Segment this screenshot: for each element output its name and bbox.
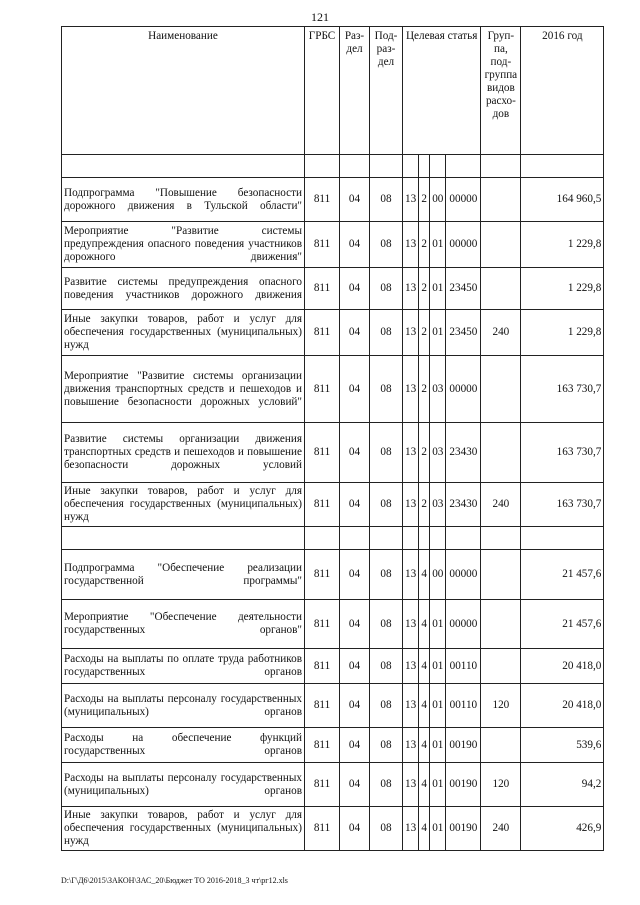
- budget-table: [61, 26, 604, 851]
- table-row: [62, 310, 604, 356]
- row-target-program: 13: [403, 807, 419, 851]
- row-target-direction: 23430: [446, 423, 481, 483]
- row-expense-type: [481, 222, 521, 268]
- row-target-subprogram: 4: [419, 807, 430, 851]
- row-razdel: 04: [340, 483, 370, 527]
- row-podrazdel: 08: [370, 550, 403, 600]
- row-amount-2016: 1 229,8: [521, 222, 604, 268]
- col-header-razdel: Раз-дел: [340, 27, 370, 155]
- row-amount-2016: 1 229,8: [521, 268, 604, 310]
- row-target-program: 13: [403, 268, 419, 310]
- row-target-subprogram: 4: [419, 763, 430, 807]
- row-podrazdel: 08: [370, 728, 403, 763]
- row-razdel: 04: [340, 763, 370, 807]
- row-amount-2016: 539,6: [521, 728, 604, 763]
- row-target-program: 13: [403, 423, 419, 483]
- row-grbs: 811: [305, 423, 340, 483]
- row-target-direction: 00190: [446, 763, 481, 807]
- row-target-program: 13: [403, 600, 419, 649]
- row-target-subprogram: 2: [419, 310, 430, 356]
- spacer-cell: [419, 527, 430, 550]
- spacer-row: [62, 527, 604, 550]
- spacer-cell: [430, 527, 446, 550]
- row-grbs: 811: [305, 483, 340, 527]
- spacer-cell: [521, 527, 604, 550]
- row-expense-type: 240: [481, 807, 521, 851]
- row-grbs: 811: [305, 649, 340, 684]
- row-amount-2016: 94,2: [521, 763, 604, 807]
- row-razdel: 04: [340, 550, 370, 600]
- row-expense-type: [481, 356, 521, 423]
- row-target-program: 13: [403, 310, 419, 356]
- spacer-cell: [305, 155, 340, 178]
- row-expense-type: 120: [481, 684, 521, 728]
- spacer-cell: [446, 527, 481, 550]
- row-razdel: 04: [340, 356, 370, 423]
- row-name: Расходы на обеспечение функций государственных органов: [62, 728, 305, 763]
- col-header-group: Груп-па, под-группа видов расхо-дов: [481, 27, 521, 155]
- row-podrazdel: 08: [370, 356, 403, 423]
- table-row: [62, 763, 604, 807]
- row-expense-type: [481, 178, 521, 222]
- row-target-event: 01: [430, 649, 446, 684]
- row-expense-type: [481, 268, 521, 310]
- row-target-direction: 00000: [446, 600, 481, 649]
- table-row: [62, 649, 604, 684]
- spacer-cell: [370, 155, 403, 178]
- col-header-podrazdel: Под-раз-дел: [370, 27, 403, 155]
- row-target-event: 01: [430, 310, 446, 356]
- row-target-subprogram: 4: [419, 728, 430, 763]
- spacer-cell: [403, 527, 419, 550]
- row-podrazdel: 08: [370, 222, 403, 268]
- row-expense-type: 240: [481, 483, 521, 527]
- row-target-event: 01: [430, 222, 446, 268]
- row-grbs: 811: [305, 178, 340, 222]
- table-row: [62, 600, 604, 649]
- spacer-cell: [481, 527, 521, 550]
- col-header-name: Наименование: [62, 27, 305, 155]
- row-target-program: 13: [403, 550, 419, 600]
- spacer-cell: [370, 527, 403, 550]
- row-grbs: 811: [305, 356, 340, 423]
- row-razdel: 04: [340, 600, 370, 649]
- row-grbs: 811: [305, 807, 340, 851]
- row-amount-2016: 426,9: [521, 807, 604, 851]
- row-name: Иные закупки товаров, работ и услуг для обеспечения государственных (муниципальных) нужд: [62, 807, 305, 851]
- row-razdel: 04: [340, 728, 370, 763]
- row-target-subprogram: 2: [419, 178, 430, 222]
- row-razdel: 04: [340, 222, 370, 268]
- row-target-event: 00: [430, 550, 446, 600]
- row-target-subprogram: 4: [419, 649, 430, 684]
- row-expense-type: [481, 550, 521, 600]
- table-row: [62, 356, 604, 423]
- row-target-direction: 00000: [446, 178, 481, 222]
- row-target-direction: 23430: [446, 483, 481, 527]
- row-grbs: 811: [305, 550, 340, 600]
- row-target-subprogram: 2: [419, 483, 430, 527]
- spacer-cell: [419, 155, 430, 178]
- row-amount-2016: 1 229,8: [521, 310, 604, 356]
- spacer-cell: [340, 155, 370, 178]
- row-podrazdel: 08: [370, 178, 403, 222]
- file-path-footer: D:\Г\Д6\2015\ЗАКОН\ЗАС_20\Бюджет ТО 2016-2018_3 чт\рг12.xls: [61, 876, 288, 885]
- row-target-program: 13: [403, 222, 419, 268]
- row-target-program: 13: [403, 684, 419, 728]
- row-target-program: 13: [403, 178, 419, 222]
- col-header-target: Целевая статья: [403, 27, 481, 155]
- row-target-program: 13: [403, 728, 419, 763]
- row-name: Иные закупки товаров, работ и услуг для обеспечения государственных (муниципальных) нужд: [62, 310, 305, 356]
- row-name: Мероприятие "Развитие системы предупреждения опасного поведения участников дорожного движения": [62, 222, 305, 268]
- row-target-subprogram: 4: [419, 550, 430, 600]
- row-grbs: 811: [305, 268, 340, 310]
- row-target-direction: 00000: [446, 550, 481, 600]
- row-expense-type: [481, 600, 521, 649]
- table-row: [62, 728, 604, 763]
- row-grbs: 811: [305, 728, 340, 763]
- row-expense-type: [481, 423, 521, 483]
- row-grbs: 811: [305, 310, 340, 356]
- row-name: Расходы на выплаты персоналу государственных (муниципальных) органов: [62, 763, 305, 807]
- spacer-cell: [62, 155, 305, 178]
- table-header-row: [62, 27, 604, 155]
- row-target-subprogram: 2: [419, 222, 430, 268]
- row-podrazdel: 08: [370, 268, 403, 310]
- row-target-event: 01: [430, 807, 446, 851]
- row-target-direction: 00190: [446, 728, 481, 763]
- row-name: Мероприятие "Обеспечение деятельности государственных органов": [62, 600, 305, 649]
- row-target-event: 00: [430, 178, 446, 222]
- spacer-cell: [62, 527, 305, 550]
- spacer-cell: [340, 527, 370, 550]
- row-name: Расходы на выплаты персоналу государственных (муниципальных) органов: [62, 684, 305, 728]
- row-target-program: 13: [403, 356, 419, 423]
- row-target-event: 01: [430, 600, 446, 649]
- row-target-direction: 00110: [446, 649, 481, 684]
- row-grbs: 811: [305, 763, 340, 807]
- col-header-grbs: ГРБС: [305, 27, 340, 155]
- table-row: [62, 550, 604, 600]
- spacer-cell: [446, 155, 481, 178]
- row-target-subprogram: 4: [419, 684, 430, 728]
- table-row: [62, 483, 604, 527]
- spacer-cell: [481, 155, 521, 178]
- row-expense-type: [481, 649, 521, 684]
- row-amount-2016: 20 418,0: [521, 649, 604, 684]
- row-amount-2016: 21 457,6: [521, 550, 604, 600]
- row-expense-type: 240: [481, 310, 521, 356]
- row-amount-2016: 164 960,5: [521, 178, 604, 222]
- col-header-year: 2016 год: [521, 27, 604, 155]
- row-podrazdel: 08: [370, 649, 403, 684]
- spacer-cell: [403, 155, 419, 178]
- row-target-direction: 00000: [446, 356, 481, 423]
- row-target-event: 01: [430, 268, 446, 310]
- row-target-subprogram: 2: [419, 356, 430, 423]
- row-razdel: 04: [340, 807, 370, 851]
- row-podrazdel: 08: [370, 310, 403, 356]
- row-target-event: 01: [430, 684, 446, 728]
- row-razdel: 04: [340, 268, 370, 310]
- table-row: [62, 684, 604, 728]
- table-row: [62, 807, 604, 851]
- row-podrazdel: 08: [370, 684, 403, 728]
- row-name: Подпрограмма "Обеспечение реализации государственной программы": [62, 550, 305, 600]
- row-amount-2016: 20 418,0: [521, 684, 604, 728]
- row-razdel: 04: [340, 684, 370, 728]
- row-target-event: 01: [430, 728, 446, 763]
- row-amount-2016: 21 457,6: [521, 600, 604, 649]
- row-razdel: 04: [340, 178, 370, 222]
- table-row: [62, 423, 604, 483]
- row-podrazdel: 08: [370, 423, 403, 483]
- row-razdel: 04: [340, 310, 370, 356]
- page-number: 121: [311, 10, 329, 24]
- row-grbs: 811: [305, 222, 340, 268]
- row-podrazdel: 08: [370, 600, 403, 649]
- row-name: Расходы на выплаты по оплате труда работников государственных органов: [62, 649, 305, 684]
- row-target-event: 03: [430, 483, 446, 527]
- spacer-cell: [430, 155, 446, 178]
- row-target-program: 13: [403, 483, 419, 527]
- row-name: Иные закупки товаров, работ и услуг для обеспечения государственных (муниципальных) нужд: [62, 483, 305, 527]
- row-grbs: 811: [305, 600, 340, 649]
- row-target-program: 13: [403, 763, 419, 807]
- row-expense-type: [481, 728, 521, 763]
- table-row: [62, 268, 604, 310]
- row-name: Подпрограмма "Повышение безопасности дорожного движения в Тульской области": [62, 178, 305, 222]
- row-target-direction: 00190: [446, 807, 481, 851]
- row-target-direction: 23450: [446, 268, 481, 310]
- row-podrazdel: 08: [370, 763, 403, 807]
- row-razdel: 04: [340, 649, 370, 684]
- row-name: Развитие системы организации движения транспортных средств и пешеходов и повышение безопасности дорожных условий: [62, 423, 305, 483]
- row-podrazdel: 08: [370, 483, 403, 527]
- table-row: [62, 178, 604, 222]
- row-target-subprogram: 4: [419, 600, 430, 649]
- row-target-program: 13: [403, 649, 419, 684]
- row-grbs: 811: [305, 684, 340, 728]
- row-expense-type: 120: [481, 763, 521, 807]
- row-amount-2016: 163 730,7: [521, 483, 604, 527]
- row-target-subprogram: 2: [419, 423, 430, 483]
- row-target-subprogram: 2: [419, 268, 430, 310]
- spacer-row: [62, 155, 604, 178]
- spacer-cell: [305, 527, 340, 550]
- row-name: Мероприятие "Развитие системы организации движения транспортных средств и пешеходов и повышение безопасности дорожных условий": [62, 356, 305, 423]
- row-target-direction: 23450: [446, 310, 481, 356]
- row-amount-2016: 163 730,7: [521, 423, 604, 483]
- table-row: [62, 222, 604, 268]
- row-target-event: 03: [430, 356, 446, 423]
- row-amount-2016: 163 730,7: [521, 356, 604, 423]
- row-podrazdel: 08: [370, 807, 403, 851]
- row-target-direction: 00110: [446, 684, 481, 728]
- row-name: Развитие системы предупреждения опасного поведения участников дорожного движения: [62, 268, 305, 310]
- spacer-cell: [521, 155, 604, 178]
- row-razdel: 04: [340, 423, 370, 483]
- row-target-event: 01: [430, 763, 446, 807]
- row-target-event: 03: [430, 423, 446, 483]
- row-target-direction: 00000: [446, 222, 481, 268]
